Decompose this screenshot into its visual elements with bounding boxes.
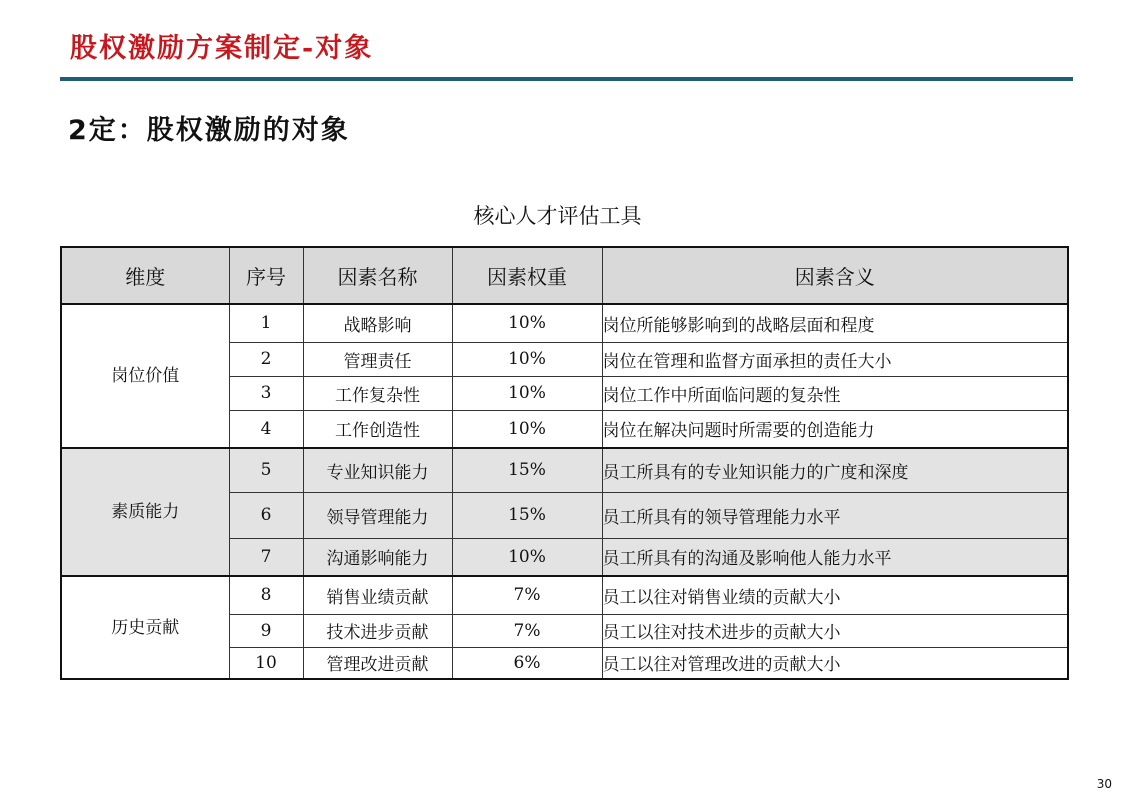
factor-meaning: 岗位在解决问题时所需要的创造能力 [602, 410, 1068, 448]
header-factor-name: 因素名称 [303, 247, 452, 304]
dimension-cell: 历史贡献 [61, 576, 229, 679]
row-index: 7 [229, 538, 303, 576]
factor-name: 工作复杂性 [303, 376, 452, 410]
factor-meaning: 员工以往对管理改进的贡献大小 [602, 647, 1068, 679]
factor-weight: 15% [452, 492, 602, 538]
section-text: 定：股权激励的对象 [88, 115, 350, 146]
factor-name: 工作创造性 [303, 410, 452, 448]
factor-weight: 15% [452, 448, 602, 492]
dimension-cell: 岗位价值 [61, 304, 229, 448]
table-caption: 核心人才评估工具 [473, 204, 642, 228]
factor-weight: 10% [452, 538, 602, 576]
factor-name: 领导管理能力 [303, 492, 452, 538]
header-factor-meaning: 因素含义 [602, 247, 1068, 304]
row-index: 1 [229, 304, 303, 342]
factor-meaning: 员工以往对技术进步的贡献大小 [602, 614, 1068, 647]
table-row [61, 304, 1068, 342]
row-index: 10 [229, 647, 303, 679]
factor-meaning: 员工所具有的专业知识能力的广度和深度 [602, 448, 1068, 492]
factor-meaning: 岗位所能够影响到的战略层面和程度 [602, 304, 1068, 342]
factor-weight: 10% [452, 304, 602, 342]
factor-name: 战略影响 [303, 304, 452, 342]
factor-meaning: 员工所具有的领导管理能力水平 [602, 492, 1068, 538]
factor-weight: 7% [452, 576, 602, 614]
factor-weight: 6% [452, 647, 602, 679]
factor-name: 管理改进贡献 [303, 647, 452, 679]
talent-assessment-table [60, 246, 1069, 680]
title-divider [60, 77, 1073, 81]
table-row [61, 576, 1068, 614]
factor-meaning: 岗位工作中所面临问题的复杂性 [602, 376, 1068, 410]
row-index: 8 [229, 576, 303, 614]
factor-meaning: 员工以往对销售业绩的贡献大小 [602, 576, 1068, 614]
factor-name: 沟通影响能力 [303, 538, 452, 576]
factor-meaning: 员工所具有的沟通及影响他人能力水平 [602, 538, 1068, 576]
row-index: 9 [229, 614, 303, 647]
row-index: 4 [229, 410, 303, 448]
row-index: 2 [229, 342, 303, 376]
table-header-row [61, 247, 1068, 304]
section-heading [68, 108, 350, 147]
page-title: 股权激励方案制定-对象 [70, 33, 374, 64]
factor-name: 管理责任 [303, 342, 452, 376]
factor-weight: 10% [452, 342, 602, 376]
factor-name: 销售业绩贡献 [303, 576, 452, 614]
header-factor-weight: 因素权重 [452, 247, 602, 304]
factor-name: 专业知识能力 [303, 448, 452, 492]
header-index: 序号 [229, 247, 303, 304]
page-number: 30 [1096, 777, 1112, 791]
section-number: 2 [68, 115, 89, 146]
row-index: 6 [229, 492, 303, 538]
dimension-cell: 素质能力 [61, 448, 229, 576]
header-dimension: 维度 [61, 247, 229, 304]
table-row [61, 448, 1068, 492]
factor-weight: 10% [452, 410, 602, 448]
factor-weight: 7% [452, 614, 602, 647]
factor-name: 技术进步贡献 [303, 614, 452, 647]
factor-weight: 10% [452, 376, 602, 410]
row-index: 5 [229, 448, 303, 492]
row-index: 3 [229, 376, 303, 410]
factor-meaning: 岗位在管理和监督方面承担的责任大小 [602, 342, 1068, 376]
